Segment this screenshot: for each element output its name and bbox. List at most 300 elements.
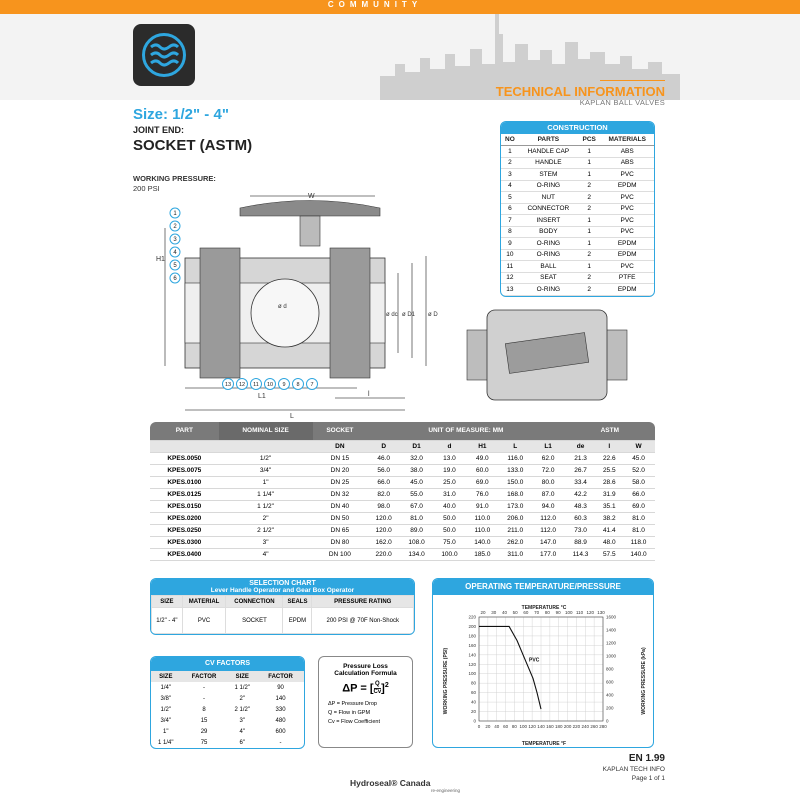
selection-cell: SOCKET [226,608,283,634]
cv-cell: 1/4" [160,684,172,691]
formula-exponent: 2 [384,681,389,689]
cv-cell: 140 [275,695,286,702]
y-right-tick: 1600 [606,614,617,620]
dims-cell: KPES.0050 [150,452,219,464]
construction-cell: 4 [501,180,519,192]
dims-cell: DN 100 [313,548,368,560]
dims-cell: 110.0 [466,512,499,524]
construction-cell: 2 [578,272,600,284]
dims-subheader: d [433,440,466,452]
dims-cell: 4" [219,548,313,560]
dims-cell: 80.0 [532,476,565,488]
construction-cell: 12 [501,272,519,284]
cv-cell: - [279,739,282,746]
callout-number: 4 [173,250,177,256]
doc-name: KAPLAN TECH INFO [602,766,665,773]
cv-row [151,726,304,737]
callout-number: 13 [224,382,232,388]
dims-cell: 45.0 [622,452,655,464]
formula-denominator: Cv [373,689,382,695]
construction-cell: EPDM [600,238,654,250]
callout-number: 1 [173,211,177,217]
company-logo [133,24,195,86]
cv-cell: 8 [202,706,206,713]
callout-number: 2 [173,224,177,230]
cv-row [151,693,304,704]
y-right-tick: 800 [606,666,614,672]
selection-cell: PVC [182,608,226,634]
dims-cell: 311.0 [499,548,532,560]
dims-cell: 211.0 [499,524,532,536]
construction-cell: PVC [600,215,654,227]
cv-cell: 2 1/2" [234,706,251,713]
formula-def-2: Q = Flow in GPM [328,710,371,716]
dims-subheader: W [622,440,655,452]
construction-cell: 1 [578,261,600,273]
x-bottom-tick: 220 [572,724,581,729]
x-top-tick: 80 [544,610,550,615]
cv-col-header: SIZE [235,673,249,680]
construction-cell: O-RING [519,180,578,192]
dims-subheader: H1 [466,440,499,452]
construction-cell: CONNECTOR [519,203,578,215]
x-bottom-tick: 180 [554,724,563,729]
y-right-tick: 400 [606,692,614,698]
y-left-tick: 140 [468,652,476,658]
y-left-tick: 160 [468,642,476,648]
formula-rhs: ] [381,682,385,695]
y-right-tick: 1200 [606,640,617,646]
callouts-top [170,208,180,283]
dims-row [150,488,655,500]
dims-cell: 31.9 [596,488,622,500]
dims-cell: 168.0 [499,488,532,500]
size-title: Size: 1/2" - 4" [133,106,229,123]
dim-L-label: L [290,413,294,420]
cv-col-header: FACTOR [268,673,293,680]
dims-cell: DN 32 [313,488,368,500]
cv-cell: 1/2" [160,706,172,713]
dims-cell: 32.0 [400,452,433,464]
construction-cell: 2 [578,192,600,204]
cv-body [151,682,304,748]
dims-subheader: DN [313,440,368,452]
x-bottom-tick: 200 [563,724,572,729]
construction-cell: 2 [578,203,600,215]
cv-cell: 600 [275,728,286,735]
dims-cell: 2" [219,512,313,524]
dims-cell: 150.0 [499,476,532,488]
dims-cell: 26.7 [565,464,597,476]
construction-cell: ABS [600,157,654,169]
construction-cell: STEM [519,169,578,181]
dims-row [150,524,655,536]
dims-cell: 13.0 [433,452,466,464]
dims-cell: 91.0 [466,500,499,512]
construction-cell: HANDLE [519,157,578,169]
x-bottom-tick: 80 [511,724,517,729]
cv-col-header: SIZE [159,673,173,680]
dims-cell: 67.0 [400,500,433,512]
dims-cell: 220.0 [367,548,400,560]
x-bottom-tick: 40 [494,724,500,729]
dims-cell: KPES.0400 [150,548,219,560]
construction-row [501,169,654,181]
dims-subheader [219,440,313,452]
selection-col-header: PRESSURE RATING [312,596,414,608]
dims-cell: 73.0 [565,524,597,536]
dims-cell: 60.3 [565,512,597,524]
construction-cell: PVC [600,169,654,181]
dims-cell: DN 40 [313,500,368,512]
x-top-tick: 120 [586,610,595,615]
selection-col-header: MATERIAL [182,596,226,608]
dims-cell: DN 80 [313,536,368,548]
dims-cell: 48.0 [596,536,622,548]
construction-row [501,157,654,169]
dims-body [150,452,655,560]
page-subtitle: KAPLAN BALL VALVES [579,98,665,107]
dims-cell: 177.0 [532,548,565,560]
dims-cell: 69.0 [622,500,655,512]
construction-cell: INSERT [519,215,578,227]
construction-cell: 6 [501,203,519,215]
y-left-tick: 200 [468,623,476,629]
dims-cell: KPES.0150 [150,500,219,512]
construction-cell: BALL [519,261,578,273]
dims-cell: 28.6 [596,476,622,488]
working-pressure-value: 200 PSI [133,184,160,193]
construction-body [501,146,654,296]
construction-cell: 1 [578,238,600,250]
dims-head-unit: UNIT OF MEASURE: MM [367,422,564,440]
selection-col-header: SIZE [152,596,183,608]
cv-row [151,715,304,726]
cv-cell: 330 [275,706,286,713]
construction-cell: 13 [501,284,519,296]
y-right-axis-label: WORKING PRESSURE (kPa) [641,647,647,715]
x-bottom-tick: 120 [528,724,536,729]
orange-rule [600,80,665,81]
chart-plot [433,595,654,748]
ball-shape [251,279,319,347]
dims-cell: 118.0 [622,536,655,548]
y-right-tick: 0 [606,718,609,724]
construction-cell: 11 [501,261,519,273]
selection-header-row [152,596,414,608]
dims-cell: 185.0 [466,548,499,560]
dims-head-size: NOMINAL SIZE [219,422,313,440]
stem-shape [300,216,320,246]
dims-subheader: L [499,440,532,452]
construction-cell: 2 [578,249,600,261]
series-label: PVC [529,657,540,664]
page-title: TECHNICAL INFORMATION [495,84,665,99]
dims-cell: 50.0 [433,512,466,524]
y-left-tick: 100 [468,671,476,677]
y-right-tick: 1400 [606,627,617,633]
construction-row [501,180,654,192]
x-bottom-tick: 0 [477,724,481,729]
cv-row [151,704,304,715]
x-bottom-axis-label: TEMPERATURE °F [521,741,567,747]
dims-cell: 60.0 [466,464,499,476]
dims-cell: 108.0 [400,536,433,548]
dims-row [150,536,655,548]
dims-cell: 140.0 [466,536,499,548]
dims-cell: 87.0 [532,488,565,500]
dims-cell: 66.0 [622,488,655,500]
y-left-tick: 0 [473,718,476,724]
dims-row [150,500,655,512]
construction-cell: 3 [501,169,519,181]
construction-cell: 5 [501,192,519,204]
dims-subheader: D [367,440,400,452]
dims-cell: 3/4" [219,464,313,476]
dims-head-astm: ASTM [565,422,655,440]
selection-title: SELECTION CHART [151,579,414,587]
dims-head-socket: SOCKET [313,422,368,440]
x-bottom-tick: 60 [503,724,509,729]
formula-title-1: Pressure Loss [343,663,388,670]
dims-cell: KPES.0125 [150,488,219,500]
valve-exterior-view [462,300,632,410]
dims-cell: 82.0 [367,488,400,500]
dims-row [150,512,655,524]
callout-number: 9 [282,382,286,388]
dims-cell: 31.0 [433,488,466,500]
construction-row [501,226,654,238]
cv-title: CV FACTORS [151,657,304,671]
callout-number: 6 [173,276,177,282]
dims-cell: 35.1 [596,500,622,512]
y-left-axis-label: WORKING PRESSURE (PSI) [443,647,449,715]
cv-cell: - [203,695,206,702]
construction-cell: 10 [501,249,519,261]
dims-subheader [150,440,219,452]
y-left-tick: 40 [470,699,476,705]
construction-cell: O-RING [519,238,578,250]
selection-data-row [152,608,414,634]
cv-cell: 29 [200,728,208,735]
construction-row [501,146,654,158]
construction-col-header: NO [501,134,519,146]
nut-left-shape [200,248,240,378]
construction-row [501,261,654,273]
dims-cell: 120.0 [367,512,400,524]
construction-cell: PVC [600,261,654,273]
dims-row [150,452,655,464]
callout-number: 5 [173,263,177,269]
construction-row [501,272,654,284]
brand-footer [350,778,460,793]
dims-row [150,548,655,560]
x-top-tick: 30 [491,610,497,615]
dims-cell: 42.2 [565,488,597,500]
dims-cell: 50.0 [433,524,466,536]
cv-cell: 480 [275,717,286,724]
cv-cell: 4" [239,728,245,735]
construction-cell: EPDM [600,249,654,261]
dims-cell: 89.0 [400,524,433,536]
cv-header-row [151,671,304,682]
x-top-tick: 90 [555,610,561,615]
chart-series [479,626,541,709]
dims-cell: 81.0 [622,512,655,524]
cv-cell: 90 [277,684,284,691]
y-left-tick: 60 [470,690,476,696]
dims-cell: 2 1/2" [219,524,313,536]
callout-number: 10 [266,382,274,388]
dims-head-part: PART [150,422,219,440]
dims-subheader-row [150,440,655,452]
formula-equation [319,681,412,696]
dims-cell: 41.4 [596,524,622,536]
construction-cell: 7 [501,215,519,227]
dims-cell: 49.0 [466,452,499,464]
selection-cell: 200 PSI @ 70F Non-Shock [312,608,414,634]
dims-cell: 81.0 [400,512,433,524]
construction-cell: PVC [600,203,654,215]
selection-cell: 1/2" - 4" [152,608,183,634]
dim-l1-label: L1 [258,393,266,400]
working-pressure-label: WORKING PRESSURE: [133,174,216,183]
formula-lhs: ΔP = [ [342,682,374,695]
dims-cell: 62.0 [532,452,565,464]
construction-cell: HANDLE CAP [519,146,578,158]
dims-cell: 76.0 [466,488,499,500]
y-left-tick: 180 [468,633,476,639]
y-left-tick: 120 [468,661,476,667]
cv-cell: 3/4" [160,717,172,724]
x-top-tick: 50 [512,610,518,615]
y-left-tick: 80 [470,680,476,686]
dims-cell: KPES.0075 [150,464,219,476]
construction-cell: 1 [578,146,600,158]
formula-def-3: Cv = Flow Coefficient [328,719,381,725]
joint-label: JOINT END: [133,125,185,135]
dimensions-table [150,422,655,561]
dims-cell: DN 65 [313,524,368,536]
dim-l-label: l [368,391,370,398]
chart-title: OPERATING TEMPERATURE/PRESSURE [433,579,653,595]
construction-row [501,203,654,215]
dims-cell: 98.0 [367,500,400,512]
dims-cell: 75.0 [433,536,466,548]
dims-cell: 112.0 [532,512,565,524]
dims-cell: 72.0 [532,464,565,476]
dims-cell: 110.0 [466,524,499,536]
dim-w-label: W [308,193,315,200]
construction-cell: EPDM [600,284,654,296]
dims-cell: 134.0 [400,548,433,560]
cv-cell: 2" [239,695,245,702]
construction-row [501,249,654,261]
handle-shape [240,201,380,217]
dims-cell: KPES.0200 [150,512,219,524]
construction-cell: 1 [578,226,600,238]
construction-row [501,215,654,227]
y-right-tick: 200 [606,705,614,711]
x-bottom-tick: 260 [590,724,598,729]
dims-cell: DN 15 [313,452,368,464]
x-top-tick: 130 [597,610,605,615]
x-top-tick: 60 [523,610,529,615]
construction-cell: EPDM [600,180,654,192]
x-top-tick: 40 [501,610,507,615]
dims-cell: 1/2" [219,452,313,464]
dims-cell: 114.3 [565,548,597,560]
temperature-pressure-chart [432,578,654,748]
dims-cell: KPES.0100 [150,476,219,488]
construction-col-header: PCS [578,134,600,146]
selection-subtitle: Lever Handle Operator and Gear Box Operator [151,587,414,595]
dims-subheader: de [565,440,597,452]
construction-cell: PVC [600,226,654,238]
dims-cell: 69.0 [466,476,499,488]
construction-header-row [501,134,654,146]
page-number: Page 1 of 1 [631,775,665,782]
construction-cell: NUT [519,192,578,204]
dims-cell: 58.0 [622,476,655,488]
dims-cell: 56.0 [367,464,400,476]
selection-chart [150,578,415,635]
dims-cell: 100.0 [433,548,466,560]
callout-number: 12 [238,382,246,388]
construction-cell: O-RING [519,284,578,296]
community-label: COMMUNITY [260,0,490,10]
dim-D-label: ø D [428,312,438,318]
dims-cell: 3" [219,536,313,548]
selection-col-header: SEALS [283,596,312,608]
skyline-banner [0,14,800,100]
construction-cell: BODY [519,226,578,238]
dims-cell: 45.0 [400,476,433,488]
dims-cell: 162.0 [367,536,400,548]
cv-factors-table [150,656,305,749]
construction-title: CONSTRUCTION [501,122,654,134]
dims-cell: 112.0 [532,524,565,536]
dims-subheader: l [596,440,622,452]
valve-section-drawing [140,188,460,420]
brand-name: Hydroseal® Canada [350,778,431,788]
x-bottom-tick: 160 [546,724,554,729]
construction-cell: PTFE [600,272,654,284]
dims-cell: KPES.0250 [150,524,219,536]
dims-cell: 55.0 [400,488,433,500]
x-bottom-tick: 240 [581,724,590,729]
callout-number: 7 [310,382,314,388]
dims-cell: 21.3 [565,452,597,464]
cv-cell: 75 [200,739,208,746]
callout-number: 3 [173,237,177,243]
dims-cell: 81.0 [622,524,655,536]
construction-cell: 2 [578,284,600,296]
cv-cell: 3" [239,717,245,724]
x-bottom-tick: 20 [485,724,491,729]
x-top-tick: 20 [480,610,486,615]
selection-col-header: CONNECTION [226,596,283,608]
dims-cell: 1" [219,476,313,488]
dim-d1-label: ø D1 [402,312,416,318]
cv-col-header: FACTOR [191,673,217,680]
dim-h1-label: H1 [156,256,165,263]
dims-cell: 173.0 [499,500,532,512]
doc-code: EN 1.99 [628,753,665,764]
dims-cell: KPES.0300 [150,536,219,548]
cv-cell: 3/8" [160,695,172,702]
x-bottom-tick: 100 [519,724,528,729]
